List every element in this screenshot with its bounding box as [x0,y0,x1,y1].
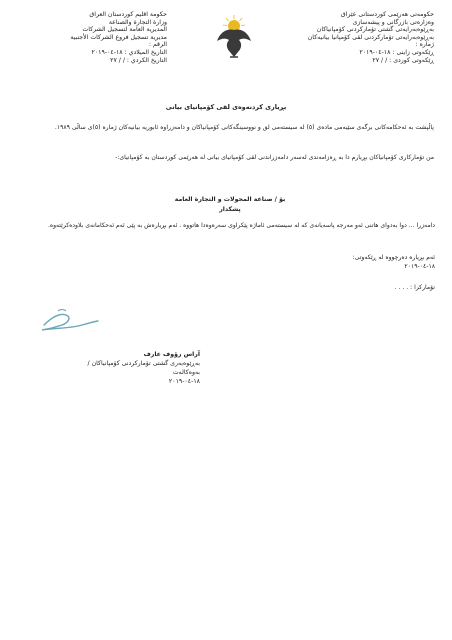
kurdistan-emblem-icon [214,11,254,61]
header-kurdish-line: بەڕێوەبەرایەتی گشتی تۆمارکردنی کۆمپانیاکان [316,26,434,34]
addressee-type: پشکدار [219,206,241,213]
header-arabic-line: وزارة التجارة والصناعة [108,18,167,26]
addressee [100,195,360,215]
header-kurdish-line: بەڕێوەبەرایەتی تۆمارکردنی لقی کۆمپانیا بیانیەکان [307,33,434,41]
header-arabic-line: حكومة اقليم كوردستان العراق [89,11,167,18]
header-arabic [17,11,167,64]
header-kurdish-line: ڕێکەوتی کوردی : / / ٢٧ [372,56,434,64]
header-arabic-line: المديرية العامة لتسجيل الشركات [82,26,167,34]
header-kurdish-line: ژمارە : [415,41,434,49]
header-arabic-line: مديرية تسجيل فروع الشركات الأجنبية [70,33,167,41]
signatory-date: ١٨-٠٤-٢٠١٩ [168,378,200,385]
issued-date: ١٨-٠٤-٢٠١٩ [404,263,435,270]
header-kurdish [308,11,434,64]
registrar-label: تۆمارکرا : . . . . [394,284,435,291]
emblem-eagle [217,30,251,57]
signatory-name: آراس رؤوف عارف [143,351,200,358]
paragraph-conditions: دامەزرا ... دوا بەدوای هاتنی ئەو مەرجە پاسەیانەی کە لە سیستەمی ئاماژە پێکراوی سەرەوەدا هاتووە . ئەم بڕیارەش بە پێی ئەم ئەحکامانەی بلاودەکرێتەوە. [47,222,435,229]
issued-label: ئەم بڕیارە دەرچووە لە ڕێکەوتی: [352,254,435,261]
header-arabic-line: التاريخ الميلادي : ١٨-٠٤-٢٠١٩ [91,48,167,56]
header-kurdish-line: حکومەتی هەرێمی کوردستانی عێراق [340,11,434,18]
paragraph-decision: من تۆمارکاری کۆمپانیاکان بڕیارم دا بە ڕەزامەندی لەسەر دامەزراندنی لقی کۆمپانیای بیانی لە هەرێمی کوردستان بە کۆمپانیای:- [115,154,434,161]
document-subject: بڕیاری کردنەوەی لقی کۆمپانیای بیانی [165,103,287,111]
header-arabic-line: الرقم : [148,41,167,49]
header-kurdish-line: ڕێکەوتی زاینی : ١٨-٠٤-٢٠١٩ [359,48,434,56]
header-kurdish-line: وەزارەتی بازرگانی و پیشەسازی [352,18,434,26]
handwritten-signature [38,303,102,339]
paragraph-legal-basis: پاڵپشت بە ئەحکامەکانی برگەی سێیەمی مادەی (٥) لە سیستەمی لق و نووسینگەکانی کۆمپانیاکان و دامەزراوە ئابوریە بیانیەکان ژمارە (٥)ی ساڵی ١٩٨٩. [54,124,434,131]
signature-block [60,350,200,386]
addressee-company: بۆ / صناعة المحولات و التجارة العامة [174,196,286,203]
header-arabic-line: التاريخ الكردي : / / ٢٧ [110,56,167,64]
signatory-title: بەڕێوەبەری گشتی تۆمارکردنی کۆمپانیاکان / بەوەکالەت [87,360,200,376]
